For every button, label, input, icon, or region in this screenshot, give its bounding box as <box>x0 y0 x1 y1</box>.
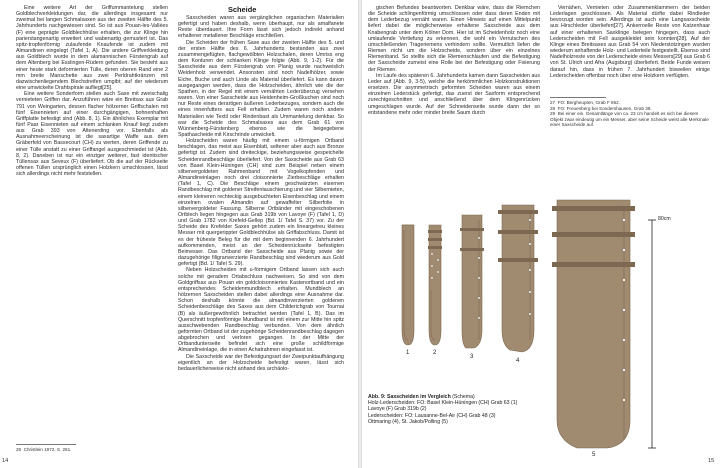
footnote-rule <box>16 444 76 445</box>
scabbard-3-loop <box>460 228 484 231</box>
scabbard-5-body <box>557 200 630 448</box>
caption-line: Holz-Lederscheiden: FO: Basel Klein-Hüningen (CH) Grab 63 (1) <box>368 400 518 407</box>
paragraph: Saxscheiden waren aus vergänglichen organischen Materialien gefertigt und haben deshalb, wenn überhaupt, nur als amalfanete Reste überdauert. Ihre Form lässt sich jedoch indirekt anhand erhaltener metallener Beschläge erschließen. <box>178 15 344 40</box>
paragraph: gischen Befundes beantworten. Denkbar wäre, dass die Riemchen die Scheide schlingenförmig umschlossen oder dass deren Enden mit dem Lederbezug vernäht waren. Einen Hinweis auf einen Mittelpunkt liefert dabei die möglicherweise erhaltene Saxscheide aus dem Knabengrab unter dem Kölner Dom. Hier ist im Scheidenholz noch eine umlaufende Vertiefung zu erkennen, die wohl ein Verrutschen des umschließenden Trageriemens verhindern sollte. Vermutlich liefen die Riemen nicht um die Holzscheide, sondern über ein einzelnes Riemenband. So stellte sich die Riemenschlaufen und die Befestigung der Saxscheide zumeist eine Rolle bei der Befestigung oder Fixierung der Riemen. <box>368 5 540 73</box>
scale-bar-label: 80cm <box>658 216 671 222</box>
figure-label-3: 3 <box>470 354 474 360</box>
scabbard-5-loop <box>552 206 635 211</box>
scabbard-3-drawing <box>460 215 484 348</box>
scabbard-5-drawing <box>552 200 635 448</box>
scabbard-5-loop <box>552 232 635 237</box>
caption-line: Ottmaring (4), St. Jakob/Polling (5) <box>368 418 448 425</box>
scabbard-1-drawing <box>402 225 414 345</box>
scabbard-2-band <box>428 238 442 241</box>
section-heading: Scheide <box>228 5 257 14</box>
paragraph: Die Scheiden der frühen Saxe aus der zweiten Hälfte des 5. und der ersten Hälfte des 6. Jahrhunderts bestanden aus zwei zusammengefügten, flachgewölbten Holzschalen, deren Umriss eng dem Konturen der schlanken Klinge folgte (Abb. 9, 1-2). Für die Saxscheide aus dem Fürstengrab von Planig wurde nachweislich Weidenholz verwendet. Ansonsten sind noch Nadelhölzer, sowie Eiche, Buche und auch Linde als Material überliefert. Es kann davon ausgegangen werden, dass die Holzscheiden, ähnlich wie die der Spathen, in der Regel mit einem vernähten Lederüberzug versehen waren. Von einer Saxscheide aus Heidenheim-Großkuchen sind noch nur Reste eines derartigen äußeren Lederbezuges, sondern auch die eines innenfutters aus Fell erhalten. Zudem waren noch andere Materialien wie Textil oder Rindenbast als Ummantelung denkbar. So war die Scheide des Schmalsaxes aus dem Grab 61 von Wünnenberg-Fürstenberg ebenso wie die beigegebene Spathascheide mit Kirschrinde umwickelt. <box>178 39 344 138</box>
figure-label-4: 4 <box>516 358 520 364</box>
paragraph: Holzscheiden waren häufig mit einem u-förmigen Ortband beschlagen, das meist aus Eisenblatt, seltener aber auch aus Bronze gefertigt ist. Zudem sind dreiteckige, beziehungsweise gespeichelte Scheidenrandbeschläge überliefert. Von der Saxscheide aus Grab 63 von Basel Klein-Hüningen (CH) sind zum Beispiel neben einem silbervergoldeten Rahmenband mit Vogelkopfenden und Almandineinlagen noch drei cloisonnierte Zierbeschläge erhalten (Tafel 1, C). Die Beschläge einem geschwärzten eisernen Randbeschlag mit goldener Streifentauschierung und vier Silbernieten, einem kleineren rechteckig ausgebuchteten Eisenbeschlag und einem einzelnen ovalen Almandin auf gewaffelter Silberfolie in silbervergoldeter Fassung. Silberne Ortbänder mit eingeschobenen Ortblech liegen hingegen aus Grab 319b von Lavoye (F) (Tafel 1, D) und Grab 1782 von Krefeld-Gellep (Bd. 1/ Tafel S. 37) vor. Zu der Scheide des Krefelder Saxes gehört zudem ein lineargetreu kleines Messer mit quergerippter Goldblechhülse als Griffabschluss. Damit ist es der früheste Beleg für die mit dem beginnenden 6. Jahrhundert aufkommenden, meist an der Scheidenrückseite befestigten Beimesser. Das Ortband der Saxscheide aus Planig sowie der dazugehörige filigranverzierte Randbeschlag sind wiederum aus Gold gefertigt (Bd. 1/ Tafel S. 29). <box>178 138 344 268</box>
caption-line: Lavoye (F) Grab 319b (2) <box>368 406 427 413</box>
footnote-number: 28 <box>550 105 556 111</box>
paragraph: Vernähen, Vernieten oder Zusammenklammern der beiden Lederlagen geschlossen. Als Material dürfte dabei Rindleder bevorzugt worden sein. Allerdings ist auch eine Langsaxscheide aus Hirschleder überliefert[27]. Ankerroelle Reste von Katzenhaar auf einer erhaltenen Saxklinge belegen hingegen, dass auch Lederscheiden mit Fell ausgekleidet sein konnten[28]. Auf der Klinge eines Breitsaxes aus Grab 54 von Niederstotzingen wurden wiederum anhaftende Holz- und Lederteile festgestellt. Ebenso sind Nadelholzreste von der Lederscheide eines Messers[29] aus Grab 6 von St. Ulrich und Afra (Augsburg) überliefert. Beide Funde weisen darauf hin, dass in frühen 7. Jahrhundert bisweilen einige Lederscheiden offenbar noch über eine Holzkern verfügten. <box>550 5 710 79</box>
scabbard-5-loop <box>552 262 635 267</box>
left-page-column-2 <box>178 15 344 453</box>
scabbard-4-body <box>502 205 534 352</box>
caption-title: Abb. 9: Saxscheiden im Vergleich <box>368 394 451 400</box>
figure-label-2: 2 <box>433 350 437 356</box>
scabbard-3-loop <box>460 248 484 251</box>
footnote-text: FO: Bergheupten, Grab F 862. <box>557 100 620 105</box>
page-number: 14 <box>2 458 9 464</box>
paragraph: Die Saxscheide war der Befestigungsart der Zweipunktaufhängung eigentlich an der Holzscheide befestigt waren, lässt sich bedauerlicherweise nicht anhand des archäolo- <box>178 353 344 372</box>
right-page <box>362 0 720 468</box>
footnote-number: 29 <box>550 111 556 117</box>
scabbard-4-loop <box>498 258 538 262</box>
footnote-text: Bei einer ein. Gesamtlänge von ca. 23 cm handelt es sich bei diesem Objekt zwar eindeutig um ein Messer, aber seine Scheide weist alle Merkmale einer Saxscheide auf. <box>550 111 709 128</box>
scabbard-4-loop <box>498 210 538 214</box>
left-page <box>0 0 358 468</box>
footnote-text: Christlein 1972, S. 261. <box>23 447 72 452</box>
left-page-column-1 <box>16 5 168 305</box>
scabbard-2-band <box>428 246 442 249</box>
footnote-number: 25 <box>16 447 22 452</box>
page-number: 15 <box>708 458 715 464</box>
figure-label-5: 5 <box>592 452 596 458</box>
footnote <box>16 447 71 453</box>
paragraph: Eine weitere Sonderform stellen auch Saxe mit zweischalig vernieteten Griffen dar. Anzuführen wäre ein Breitsax aus Grab 791 von Weingarten, dessen flacher hölzerner Griffschalen mit fünf Eisennieten auf einer durchgängigen, bohnenhaften Griffplatte befestigt sind (Abb. 8, 1). Ein ähnliches Exemplar mit fünf Paar Eisennieten auf einem schlanken Knauf liegt zudem aus Grab 393 von Altenerding vor. Ebenfalls als Ausnahmeerscheinung ist die saxartige Waffe aus dem Gräberfeld von Bassecourt (CH) zu werten, deren Griffende zu einer Tülle anstatt zu einer Griffangel ausgeschmiedet ist (Abb. 8, 2). Daneben ist nur ein einziger weiterer, fast identischer Tüllensax aus Seveux (F) überliefert. Ob die auf der Rückseite offenen Tüllen ursprünglich einen Holzkern umschlossen, lässt sich allerdings nicht mehr feststellen. <box>16 91 168 178</box>
footnote-number: 27 <box>550 100 556 105</box>
paragraph: Neben Holzscheiden mit u-förmigem Ortband lassen sich auch solche mit geradem Ortabschluss nachweisen. So sind von dem Goldgriffsax aus Pouan ein goldcloisonniertes Kastenortband und ein entsprechendes Scheidenmundblech erhalten. Mundblech an hölzernen Saxscheiden stellen dabei allerdings eine Ausnahme dar. Schon deshalb könnte die almandinverzierten goldenen Scheidenbeschläge des Saxes aus dem Childerichgrab von Tournai (B) als äußergewöhnlich betrachtet werden (Tafel 1, B). Das im Querschnitt tropfenförmige Mundband ist mit einem zur Mitte hin spitz ausschwebenden Randbeschlag verbunden. Von dem ähnlich geformten Ortband ist der zugehörige Scheidenrandbeschlag dagegen abgebrochen und verloren gegangen. In der Mitte der Ortbandunterseite befindet sich eine große schildförmige Almandineinlage, die in einen Achatrahmen eingefasst ist. <box>178 267 344 354</box>
scabbard-2-drawing <box>428 225 442 345</box>
caption-title-suffix: (Schema) <box>450 394 475 400</box>
paragraph: Im Laufe des späteren 6. Jahrhunderts kamen dann Saxscheiden aus Leder auf (Abb. 9, 3-5), welche die herkömmlichen Holzkonstruktionen ersetzen. Die asymmetrisch geformten Scheiden waren aus einem einzelnen Lederstück gefertigt, das zuerst der Saxform entsprechend zurechtgeschnitten und anschließend über dem Klingenrücken umgeschlagen wurde. Auf der Schneidenseite wurde dann der so entstandene mehr oder minder breite Saum durch <box>368 72 540 116</box>
paragraph: Eine weitere Art der Griffummantelung stellen Goldblechverkleidungen dar, die allerdings insgesamt nur zweimal bei langen Schmalsaxen aus der zweiten Hälfte des 5. Jahrhunderts nachgewiesen sind. So ist aus Pouan-les-Vallées (F) eine geprägte Goldblechhülse erhalten, die zur Klinge hin parierstangenartig erweitert und wabenartig gemustert ist. Das spitz-tropfenförmig zulaufende Knaufende ist zudem mit Almandinen eingelegt (Tafel 1, A). Die andere Griffverkleidung aus Goldblech wurde in dem alamannischen Fürstengrab auf dem Altenberg bei Esslingen-Rüdern gefunden. Sie besteht aus einer heute stark deformierten Tülle, deren oberen Rand eine 2 mm breite Manschette aus zwei Perldrahtkränzen mit dazwischenliegendem Blechstreifen umgibt; auf der wiederum eine umwickelte Drahtspirale aufliegt[25]. <box>16 5 168 92</box>
scabbard-4-loop <box>498 230 538 234</box>
footnote-text: FO: Freuenberg bei Sondershausen, Grab 38. <box>557 105 652 111</box>
scabbard-4-drawing <box>498 205 538 352</box>
scabbard-2-band <box>428 230 442 233</box>
figure-label-1: 1 <box>406 350 410 356</box>
figure-caption <box>368 394 548 425</box>
scale-bar <box>648 220 656 448</box>
caption-line: Lederscheiden: FO: Lausanne-Bel-Air (CH) Grab 48 (3) <box>368 412 496 419</box>
